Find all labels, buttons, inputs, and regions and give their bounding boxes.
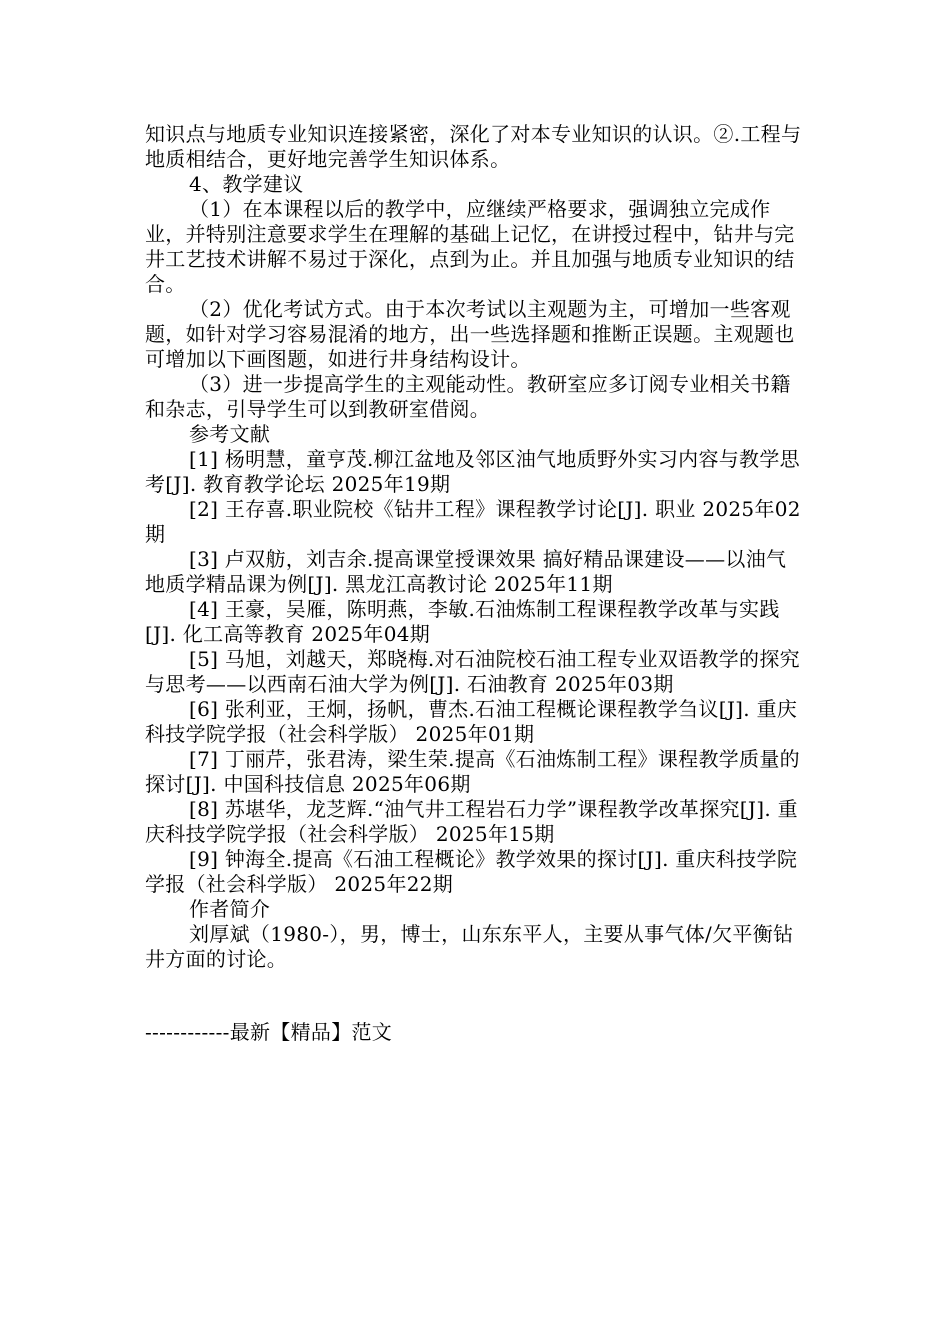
suggestion-paragraph-1: （1）在本课程以后的教学中，应继续严格要求，强调独立完成作业，并特别注意要求学生在理解的基础上记忆，在讲授过程中，钻井与完井工艺技术讲解不易过于深化，点到为止。并且加强与地质专业知识的结合。 <box>145 197 795 296</box>
reference-item-8: [8] 苏堪华，龙芝辉.“油气井工程岩石力学”课程教学改革探究[J]. 重庆科技学院学报（社会科学版） 2025年15期 <box>145 797 798 846</box>
reference-item-7: [7] 丁丽芹，张君涛，梁生荣.提高《石油炼制工程》课程教学质量的探讨[J]. 中国科技信息 2025年06期 <box>145 747 800 796</box>
suggestion-paragraph-2: （2）优化考试方式。由于本次考试以主观题为主，可增加一些客观题，如针对学习容易混淆的地方，出一些选择题和推断正误题。主观题也可增加以下画图题，如进行井身结构设计。 <box>145 297 795 371</box>
reference-item-6: [6] 张利亚，王炯，扬帆，曹杰.石油工程概论课程教学刍议[J]. 重庆科技学院学报（社会科学版） 2025年01期 <box>145 697 798 746</box>
section-heading-teaching-suggestions: 4、教学建议 <box>189 172 304 196</box>
document-body <box>145 122 805 972</box>
footer-note: ------------最新【精品】范文 <box>145 1020 393 1044</box>
author-bio-paragraph: 刘厚斌（1980-），男，博士，山东东平人，主要从事气体/欠平衡钻井方面的讨论。 <box>145 922 794 971</box>
section-heading-author-bio: 作者简介 <box>189 897 271 921</box>
paragraph-continuation: 知识点与地质专业知识连接紧密，深化了对本专业知识的认识。②.工程与地质相结合，更好地完善学生知识体系。 <box>145 122 802 171</box>
reference-item-4: [4] 王豪，吴雁，陈明燕，李敏.石油炼制工程课程教学改革与实践[J]. 化工高等教育 2025年04期 <box>145 597 780 646</box>
reference-item-9: [9] 钟海全.提高《石油工程概论》教学效果的探讨[J]. 重庆科技学院学报（社会科学版） 2025年22期 <box>145 847 798 896</box>
reference-item-2: [2] 王存喜.职业院校《钻井工程》课程教学讨论[J]. 职业 2025年02期 <box>145 497 801 546</box>
suggestion-paragraph-3: （3）进一步提高学生的主观能动性。教研室应多订阅专业相关书籍和杂志，引导学生可以到教研室借阅。 <box>145 372 791 421</box>
reference-item-1: [1] 杨明慧，童亨茂.柳江盆地及邻区油气地质野外实习内容与教学思考[J]. 教育教学论坛 2025年19期 <box>145 447 800 496</box>
section-heading-references: 参考文献 <box>189 422 271 446</box>
reference-item-3: [3] 卢双舫，刘吉余.提高课堂授课效果 搞好精品课建设——以油气地质学精品课为例[J]. 黑龙江高教讨论 2025年11期 <box>145 547 787 596</box>
reference-item-5: [5] 马旭，刘越天，郑晓梅.对石油院校石油工程专业双语教学的探究与思考——以西南石油大学为例[J]. 石油教育 2025年03期 <box>145 647 800 696</box>
